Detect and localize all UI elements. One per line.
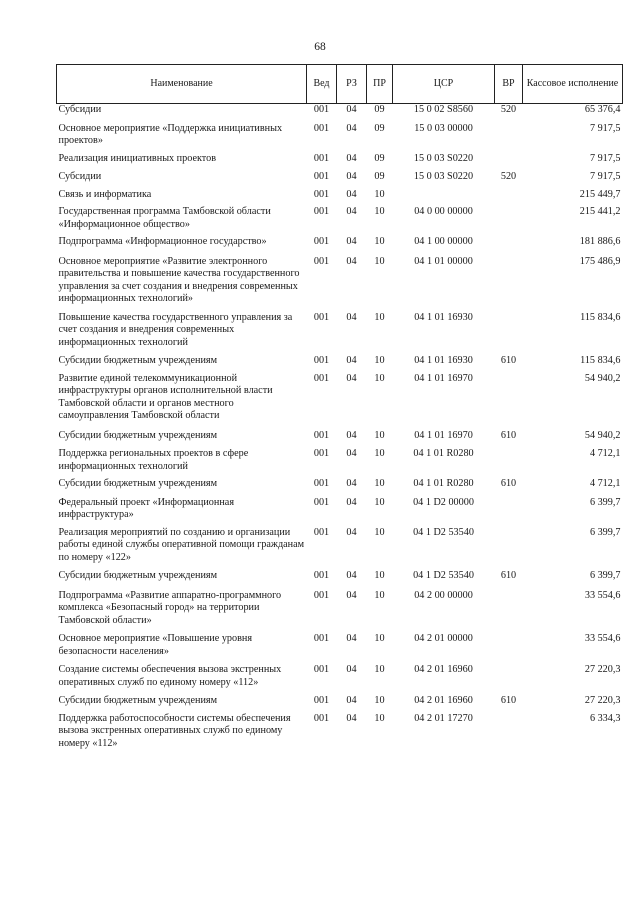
row-vr-cell: 610	[500, 570, 517, 581]
row-vr-cell	[495, 123, 523, 153]
row-amount-cell: 6 334,3	[589, 712, 621, 724]
row-ved-cell: 001	[313, 152, 330, 164]
row-vr-cell	[495, 189, 523, 207]
row-rz-cell: 04	[346, 104, 357, 115]
table-row	[57, 206, 623, 236]
row-amount-cell: 27 220,3	[584, 695, 621, 706]
column-header-vr: ВР	[495, 65, 523, 104]
row-amount-cell: 215 441,2	[579, 206, 621, 217]
table-row	[57, 497, 623, 527]
row-rz-cell: 04	[346, 664, 357, 675]
row-csr-cell: 04 1 01 R0280	[413, 478, 474, 489]
row-rz-cell: 04	[346, 448, 357, 459]
table-body	[57, 104, 623, 755]
table-row	[57, 236, 623, 256]
row-ved-cell: 001	[313, 429, 330, 441]
row-name-cell: Поддержка работоспособности системы обеспечения вызова экстренных оперативных служб по единому номеру «112»	[58, 712, 291, 749]
row-pr-cell: 10	[374, 695, 385, 706]
column-header-ved: Вед	[307, 65, 337, 104]
row-name-cell: Основное мероприятие «Развитие электронного правительства и повышение качества государственного управления за счет создания и внедрения современных информационных технологий»	[58, 255, 300, 304]
row-csr-cell: 04 1 D2 53540	[413, 570, 474, 581]
row-pr-cell: 10	[374, 496, 385, 508]
row-vr-cell	[495, 527, 523, 571]
row-name-cell: Развитие единой телекоммуникационной инфраструктуры органов исполнительной власти Тамбовской области и органов местного самоуправления Тамбовской области	[58, 372, 273, 421]
row-csr-cell: 15 0 03 00000	[414, 122, 473, 134]
row-ved-cell: 001	[313, 712, 330, 724]
table-row	[57, 189, 623, 207]
table-row	[57, 123, 623, 153]
table-row	[57, 713, 623, 755]
row-rz-cell: 04	[346, 429, 357, 441]
table-row	[57, 153, 623, 172]
row-csr-cell: 04 1 01 16930	[414, 311, 473, 323]
row-pr-cell: 09	[374, 152, 385, 164]
row-csr-cell: 04 1 01 16930	[414, 355, 473, 366]
row-rz-cell: 04	[346, 695, 357, 706]
row-amount-cell: 4 712,1	[589, 448, 621, 459]
row-vr-cell: 610	[500, 478, 517, 489]
row-pr-cell: 09	[374, 171, 385, 182]
table-row	[57, 527, 623, 571]
row-amount-cell: 115 834,6	[580, 311, 621, 323]
row-amount-cell: 6 399,7	[589, 526, 621, 538]
row-name-cell: Основное мероприятие «Повышение уровня безопасности населения»	[58, 633, 253, 657]
row-name-cell: Федеральный проект «Информационная инфраструктура»	[58, 496, 235, 520]
row-rz-cell: 04	[346, 526, 357, 538]
row-ved-cell: 001	[313, 236, 330, 247]
row-vr-cell	[495, 497, 523, 527]
column-header-rz: РЗ	[337, 65, 367, 104]
column-header-name: Наименование	[57, 65, 307, 104]
row-vr-cell	[495, 153, 523, 172]
row-name-cell: Субсидии бюджетным учреждениям	[58, 695, 218, 706]
row-amount-cell: 6 399,7	[589, 496, 621, 508]
row-amount-cell: 215 449,7	[579, 188, 621, 200]
row-csr-cell: 04 1 D2 53540	[413, 526, 474, 538]
row-name-cell: Создание системы обеспечения вызова экстренных оперативных служб по единому номеру «112»	[58, 664, 282, 688]
row-csr-cell: 04 1 01 16970	[414, 429, 473, 441]
row-ved-cell: 001	[313, 633, 330, 644]
row-vr-cell	[495, 633, 523, 664]
row-pr-cell: 10	[374, 372, 385, 384]
row-pr-cell: 10	[374, 236, 385, 247]
row-rz-cell: 04	[346, 255, 357, 267]
row-amount-cell: 4 712,1	[589, 478, 621, 489]
table-row	[57, 430, 623, 449]
row-vr-cell: 520	[500, 171, 517, 182]
table-row	[57, 478, 623, 497]
row-name-cell: Субсидии	[58, 104, 102, 115]
row-name-cell: Основное мероприятие «Поддержка инициативных проектов»	[58, 122, 283, 146]
column-header-pr: ПР	[367, 65, 393, 104]
row-csr-cell: 04 2 01 00000	[414, 633, 473, 644]
row-pr-cell: 10	[374, 311, 385, 323]
column-header-csr: ЦСР	[393, 65, 495, 104]
table-row	[57, 256, 623, 312]
row-ved-cell: 001	[313, 570, 330, 581]
table-row	[57, 590, 623, 634]
row-csr-cell: 04 1 01 R0280	[413, 448, 474, 459]
row-vr-cell: 520	[500, 104, 517, 115]
row-name-cell: Повышение качества государственного управления за счет создания и внедрения современных информационных технологий	[58, 311, 293, 348]
row-csr-cell: 15 0 03 S0220	[413, 171, 474, 182]
row-ved-cell: 001	[313, 589, 330, 601]
row-vr-cell	[495, 236, 523, 256]
row-name-cell: Реализация мероприятий по созданию и организации работы единой службы оперативной помощи гражданам по номеру «122»	[58, 526, 305, 563]
row-pr-cell: 10	[374, 448, 385, 459]
budget-table	[56, 64, 623, 754]
row-csr-cell: 04 2 00 00000	[414, 589, 473, 601]
row-vr-cell	[495, 206, 523, 236]
row-csr-cell: 04 0 00 00000	[414, 206, 473, 217]
row-rz-cell: 04	[346, 152, 357, 164]
row-rz-cell: 04	[346, 171, 357, 182]
row-amount-cell: 7 917,5	[589, 171, 621, 182]
table-row	[57, 104, 623, 123]
row-ved-cell: 001	[313, 372, 330, 384]
row-vr-cell: 610	[500, 355, 517, 366]
row-rz-cell: 04	[346, 712, 357, 724]
row-pr-cell: 10	[374, 355, 385, 366]
row-ved-cell: 001	[313, 171, 330, 182]
row-pr-cell: 10	[374, 255, 385, 267]
row-rz-cell: 04	[346, 372, 357, 384]
row-amount-cell: 65 376,4	[584, 104, 621, 115]
row-amount-cell: 115 834,6	[580, 355, 621, 366]
row-csr-cell: 04 1 01 00000	[414, 255, 473, 267]
row-rz-cell: 04	[346, 311, 357, 323]
row-vr-cell: 610	[500, 429, 517, 441]
table-header-row	[57, 65, 623, 104]
row-ved-cell: 001	[313, 206, 330, 217]
row-name-cell: Связь и информатика	[58, 188, 152, 200]
row-vr-cell	[495, 448, 523, 478]
row-name-cell: Субсидии бюджетным учреждениям	[58, 429, 218, 441]
row-name-cell: Подпрограмма «Развитие аппаратно-программного комплекса «Безопасный город» на территории Тамбовской области»	[58, 589, 282, 626]
row-rz-cell: 04	[346, 122, 357, 134]
row-pr-cell: 10	[374, 712, 385, 724]
row-rz-cell: 04	[346, 236, 357, 247]
row-pr-cell: 10	[374, 570, 385, 581]
row-vr-cell	[495, 590, 523, 634]
row-amount-cell: 27 220,3	[584, 664, 621, 675]
row-pr-cell: 10	[374, 633, 385, 644]
row-name-cell: Субсидии	[58, 171, 102, 182]
row-csr-cell	[393, 189, 495, 207]
row-vr-cell	[495, 256, 523, 312]
row-ved-cell: 001	[313, 664, 330, 675]
table-row	[57, 633, 623, 664]
row-pr-cell: 09	[374, 122, 385, 134]
row-pr-cell: 10	[374, 429, 385, 441]
table-row	[57, 448, 623, 478]
row-rz-cell: 04	[346, 589, 357, 601]
row-amount-cell: 7 917,5	[589, 122, 621, 134]
row-ved-cell: 001	[313, 695, 330, 706]
row-vr-cell: 610	[500, 695, 517, 706]
table-row	[57, 312, 623, 356]
row-vr-cell	[495, 312, 523, 356]
row-name-cell: Субсидии бюджетным учреждениям	[58, 570, 218, 581]
row-rz-cell: 04	[346, 633, 357, 644]
row-amount-cell: 175 486,9	[579, 255, 621, 267]
row-csr-cell: 04 2 01 17270	[414, 712, 473, 724]
row-csr-cell: 04 2 01 16960	[414, 695, 473, 706]
row-amount-cell: 6 399,7	[589, 570, 621, 581]
row-amount-cell: 33 554,6	[584, 633, 621, 644]
row-rz-cell: 04	[346, 188, 357, 200]
table-row	[57, 355, 623, 373]
row-pr-cell: 10	[374, 478, 385, 489]
page-number: 68	[314, 41, 326, 53]
row-vr-cell	[495, 373, 523, 430]
row-pr-cell: 10	[374, 589, 385, 601]
table-row	[57, 664, 623, 695]
table-row	[57, 373, 623, 430]
row-ved-cell: 001	[313, 255, 330, 267]
column-header-amount: Кассовое исполнение	[523, 65, 623, 104]
row-pr-cell: 10	[374, 188, 385, 200]
row-ved-cell: 001	[313, 355, 330, 366]
row-ved-cell: 001	[313, 104, 330, 115]
row-name-cell: Субсидии бюджетным учреждениям	[58, 355, 218, 366]
row-ved-cell: 001	[313, 122, 330, 134]
row-name-cell: Поддержка региональных проектов в сфере информационных технологий	[58, 448, 249, 472]
row-pr-cell: 10	[374, 664, 385, 675]
row-amount-cell: 181 886,6	[579, 236, 621, 247]
row-name-cell: Подпрограмма «Информационное государство»	[58, 236, 267, 247]
row-ved-cell: 001	[313, 188, 330, 200]
row-csr-cell: 15 0 03 S0220	[413, 152, 474, 164]
row-csr-cell: 04 1 00 00000	[414, 236, 473, 247]
row-ved-cell: 001	[313, 311, 330, 323]
row-ved-cell: 001	[313, 526, 330, 538]
row-vr-cell	[495, 713, 523, 755]
table-row	[57, 695, 623, 713]
row-pr-cell: 09	[374, 104, 385, 115]
row-name-cell: Государственная программа Тамбовской области «Информационное общество»	[58, 206, 271, 230]
row-pr-cell: 10	[374, 526, 385, 538]
row-rz-cell: 04	[346, 206, 357, 217]
row-csr-cell: 04 1 D2 00000	[413, 496, 474, 508]
row-name-cell: Субсидии бюджетным учреждениям	[58, 478, 218, 489]
row-rz-cell: 04	[346, 478, 357, 489]
row-rz-cell: 04	[346, 496, 357, 508]
row-amount-cell: 7 917,5	[589, 152, 621, 164]
row-rz-cell: 04	[346, 570, 357, 581]
row-ved-cell: 001	[313, 478, 330, 489]
row-amount-cell: 54 940,2	[584, 429, 621, 441]
table-row	[57, 171, 623, 189]
row-csr-cell: 04 1 01 16970	[414, 372, 473, 384]
row-csr-cell: 04 2 01 16960	[414, 664, 473, 675]
row-amount-cell: 33 554,6	[584, 589, 621, 601]
row-pr-cell: 10	[374, 206, 385, 217]
row-name-cell: Реализация инициативных проектов	[58, 152, 216, 164]
row-ved-cell: 001	[313, 496, 330, 508]
row-csr-cell: 15 0 02 S8560	[413, 104, 474, 115]
row-rz-cell: 04	[346, 355, 357, 366]
row-amount-cell: 54 940,2	[584, 372, 621, 384]
row-vr-cell	[495, 664, 523, 695]
table-row	[57, 570, 623, 590]
row-ved-cell: 001	[313, 448, 330, 459]
